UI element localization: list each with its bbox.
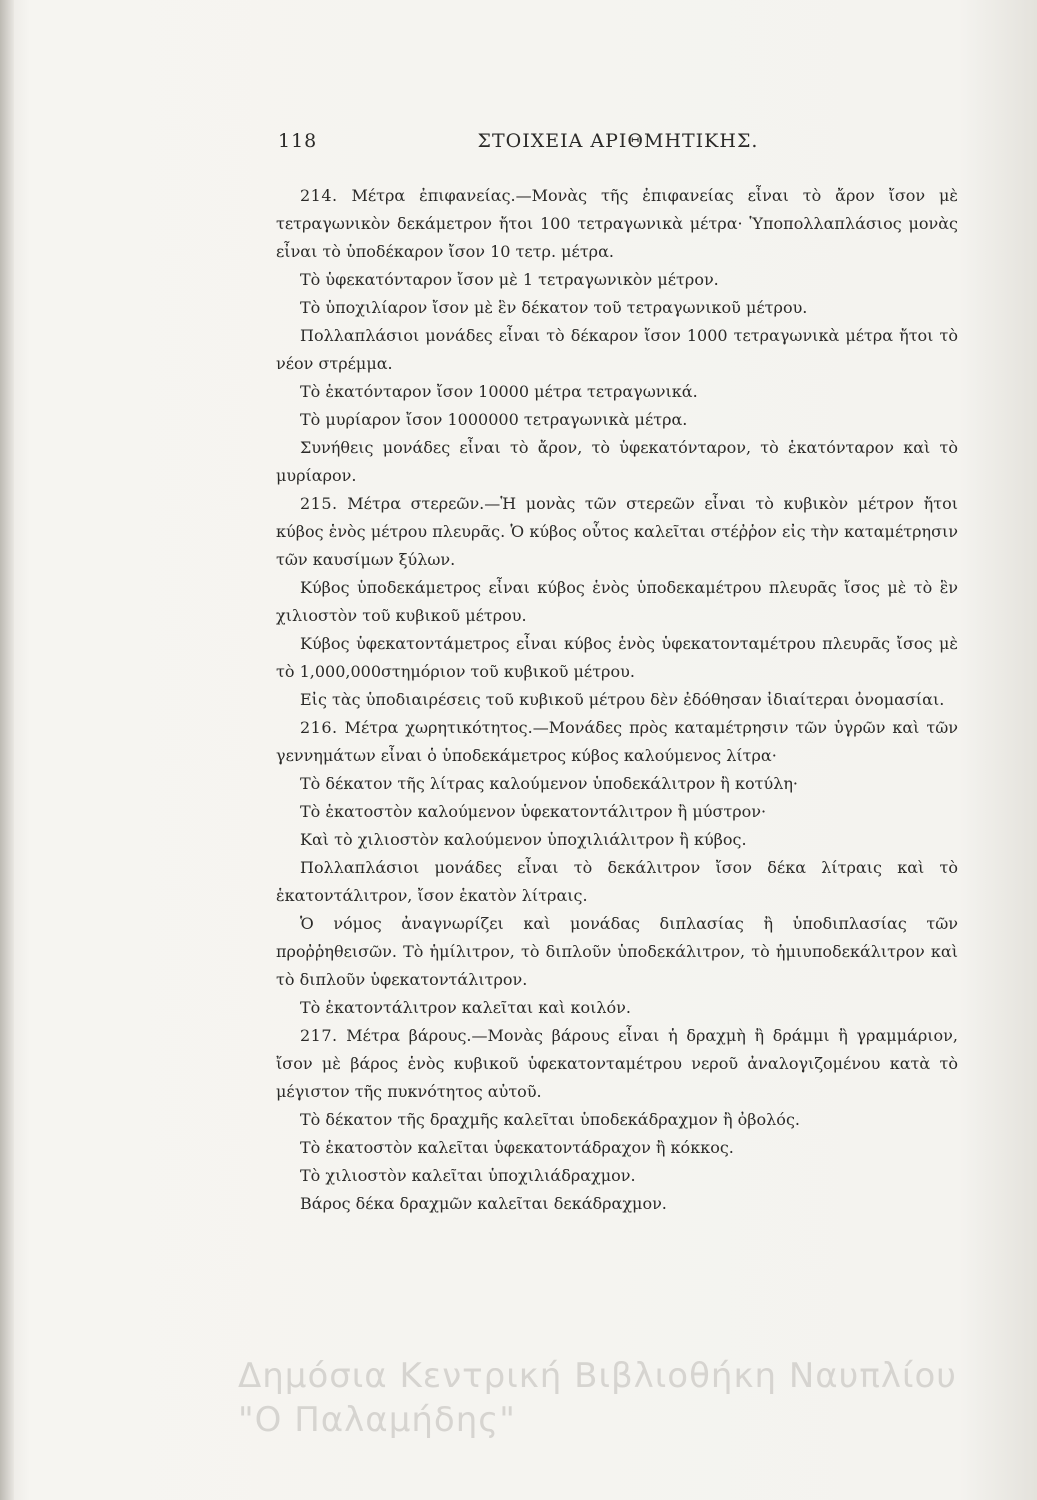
paragraph-text: Ὁ νόμος ἀναγνωρίζει καὶ μονάδας διπλασίας ἢ ὑποδιπλασίας τῶν προῤῥηθεισῶν. Τὸ ἡμίλιτρον, τὸ διπλοῦν ὑποδεκάλιτρον, τὸ ἡμιυποδεκάλιτρον καὶ τὸ διπλοῦν ὑφεκατοντάλιτρον. (276, 914, 958, 989)
paragraph-text: Τὸ ἑκατοστὸν καλεῖται ὑφεκατοντάδραχον ἢ κόκκος. (300, 1138, 734, 1157)
body-text (276, 182, 958, 1218)
paragraph-text: Μέτρα στερεῶν.—Ἡ μονὰς τῶν στερεῶν εἶναι τὸ κυβικὸν μέτρον ἤτοι κύβος ἑνὸς μέτρου πλευρᾶς. Ὁ κύβος οὗτος καλεῖται στέῤῥον εἰς τὴν καταμέτρησιν τῶν καυσίμων ξύλων. (276, 494, 958, 569)
paragraph-text: Τὸ δέκατον τῆς λίτρας καλούμενον ὑποδεκάλιτρον ἢ κοτύλη· (300, 774, 798, 793)
paragraph (276, 182, 958, 266)
paragraph-text: Μέτρα βάρους.—Μονὰς βάρους εἶναι ἡ δραχμὴ ἢ δράμμι ἢ γραμμάριον, ἴσον μὲ βάρος ἑνὸς κυβικοῦ ὑφεκατονταμέτρου νεροῦ ἀναλογιζομένου κατὰ τὸ μέγιστον τῆς πυκνότητος αὐτοῦ. (276, 1026, 958, 1101)
paragraph-text: Πολλαπλάσιοι μονάδες εἶναι τὸ δέκαρον ἴσον 1000 τετραγωνικὰ μέτρα ἤτοι τὸ νέον στρέμμα. (276, 326, 958, 373)
paragraph-text: Συνήθεις μονάδες εἶναι τὸ ἄρον, τὸ ὑφεκατόνταρον, τὸ ἑκατόνταρον καὶ τὸ μυρίαρον. (276, 438, 958, 485)
paragraph (276, 1190, 958, 1218)
paragraph (276, 994, 958, 1022)
paragraph-text: Κύβος ὑφεκατοντάμετρος εἶναι κύβος ἑνὸς ὑφεκατονταμέτρου πλευρᾶς ἴσος μὲ τὸ 1,000,000στημόριον τοῦ κυβικοῦ μέτρου. (276, 634, 958, 681)
paragraph-text: Τὸ ἑκατοστὸν καλούμενον ὑφεκατοντάλιτρον ἢ μύστρον· (300, 802, 767, 821)
paragraph (276, 826, 958, 854)
paragraph (276, 1134, 958, 1162)
paragraph (276, 1022, 958, 1106)
paragraph (276, 854, 958, 910)
paragraph-text: Τὸ μυρίαρον ἴσον 1000000 τετραγωνικὰ μέτρα. (300, 410, 688, 429)
paragraph (276, 798, 958, 826)
paragraph (276, 434, 958, 490)
paragraph-text: Τὸ ὑφεκατόνταρον ἴσον μὲ 1 τετραγωνικὸν μέτρον. (300, 270, 719, 289)
paragraph-text: Τὸ χιλιοστὸν καλεῖται ὑποχιλιάδραχμον. (300, 1166, 636, 1185)
paragraph-text: Τὸ δέκατον τῆς δραχμῆς καλεῖται ὑποδεκάδραχμον ἢ ὀβολός. (300, 1110, 800, 1129)
paragraph (276, 714, 958, 770)
paragraph-text: Κύβος ὑποδεκάμετρος εἶναι κύβος ἑνὸς ὑποδεκαμέτρου πλευρᾶς ἴσος μὲ τὸ ἓν χιλιοστὸν τοῦ κυβικοῦ μέτρου. (276, 578, 958, 625)
section-number: 215. (300, 494, 338, 513)
running-title: ΣΤΟΙΧΕΙΑ ΑΡΙΘΜΗΤΙΚΗΣ. (477, 130, 759, 152)
paragraph (276, 686, 958, 714)
paragraph-text: Μέτρα χωρητικότητος.—Μονάδες πρὸς καταμέτρησιν τῶν ὑγρῶν καὶ τῶν γεννημάτων εἶναι ὁ ὑποδεκάμετρος κύβος καλούμενος λίτρα· (276, 718, 959, 765)
paragraph (276, 294, 958, 322)
paragraph (276, 322, 958, 378)
paragraph (276, 1162, 958, 1190)
page-binding-edge (0, 0, 14, 1500)
paragraph-text: Εἰς τὰς ὑποδιαιρέσεις τοῦ κυβικοῦ μέτρου δὲν ἐδόθησαν ἰδιαίτεραι ὀνομασίαι. (300, 690, 945, 709)
paragraph (276, 910, 958, 994)
paragraph (276, 378, 958, 406)
section-number: 214. (300, 186, 338, 205)
paragraph (276, 490, 958, 574)
page-header (278, 130, 958, 156)
section-number: 217. (300, 1026, 338, 1045)
paragraph (276, 266, 958, 294)
paragraph-text: Καὶ τὸ χιλιοστὸν καλούμενον ὑποχιλιάλιτρον ἢ κύβος. (300, 830, 747, 849)
library-watermark (238, 1354, 998, 1442)
paragraph-text: Βάρος δέκα δραχμῶν καλεῖται δεκάδραχμον. (300, 1194, 667, 1213)
paragraph-text: Πολλαπλάσιοι μονάδες εἶναι τὸ δεκάλιτρον ἴσον δέκα λίτραις καὶ τὸ ἑκατοντάλιτρον, ἴσον ἑκατὸν λίτραις. (276, 858, 958, 905)
paragraph-text: Μέτρα ἐπιφανείας.—Μονὰς τῆς ἐπιφανείας εἶναι τὸ ἄρον ἴσον μὲ τετραγωνικὸν δεκάμετρον ἤτοι 100 τετραγωνικὰ μέτρα· Ὑποπολλαπλάσιος μονὰς εἶναι τὸ ὑποδέκαρον ἴσον 10 τετρ. μέτρα. (276, 186, 958, 261)
paragraph (276, 406, 958, 434)
paragraph (276, 574, 958, 630)
paragraph (276, 770, 958, 798)
paragraph-text: Τὸ ἑκατόνταρον ἴσον 10000 μέτρα τετραγωνικά. (300, 382, 698, 401)
paragraph (276, 1106, 958, 1134)
paragraph-text: Τὸ ὑποχιλίαρον ἴσον μὲ ἓν δέκατον τοῦ τετραγωνικοῦ μέτρου. (300, 298, 808, 317)
paragraph-text: Τὸ ἑκατοντάλιτρον καλεῖται καὶ κοιλόν. (300, 998, 631, 1017)
section-number: 216. (300, 718, 338, 737)
paragraph (276, 630, 958, 686)
page-number: 118 (278, 130, 318, 152)
watermark-line: Δημόσια Κεντρική Βιβλιοθήκη Ναυπλίου (238, 1356, 957, 1396)
watermark-line: "Ο Παλαμήδης" (238, 1400, 516, 1440)
